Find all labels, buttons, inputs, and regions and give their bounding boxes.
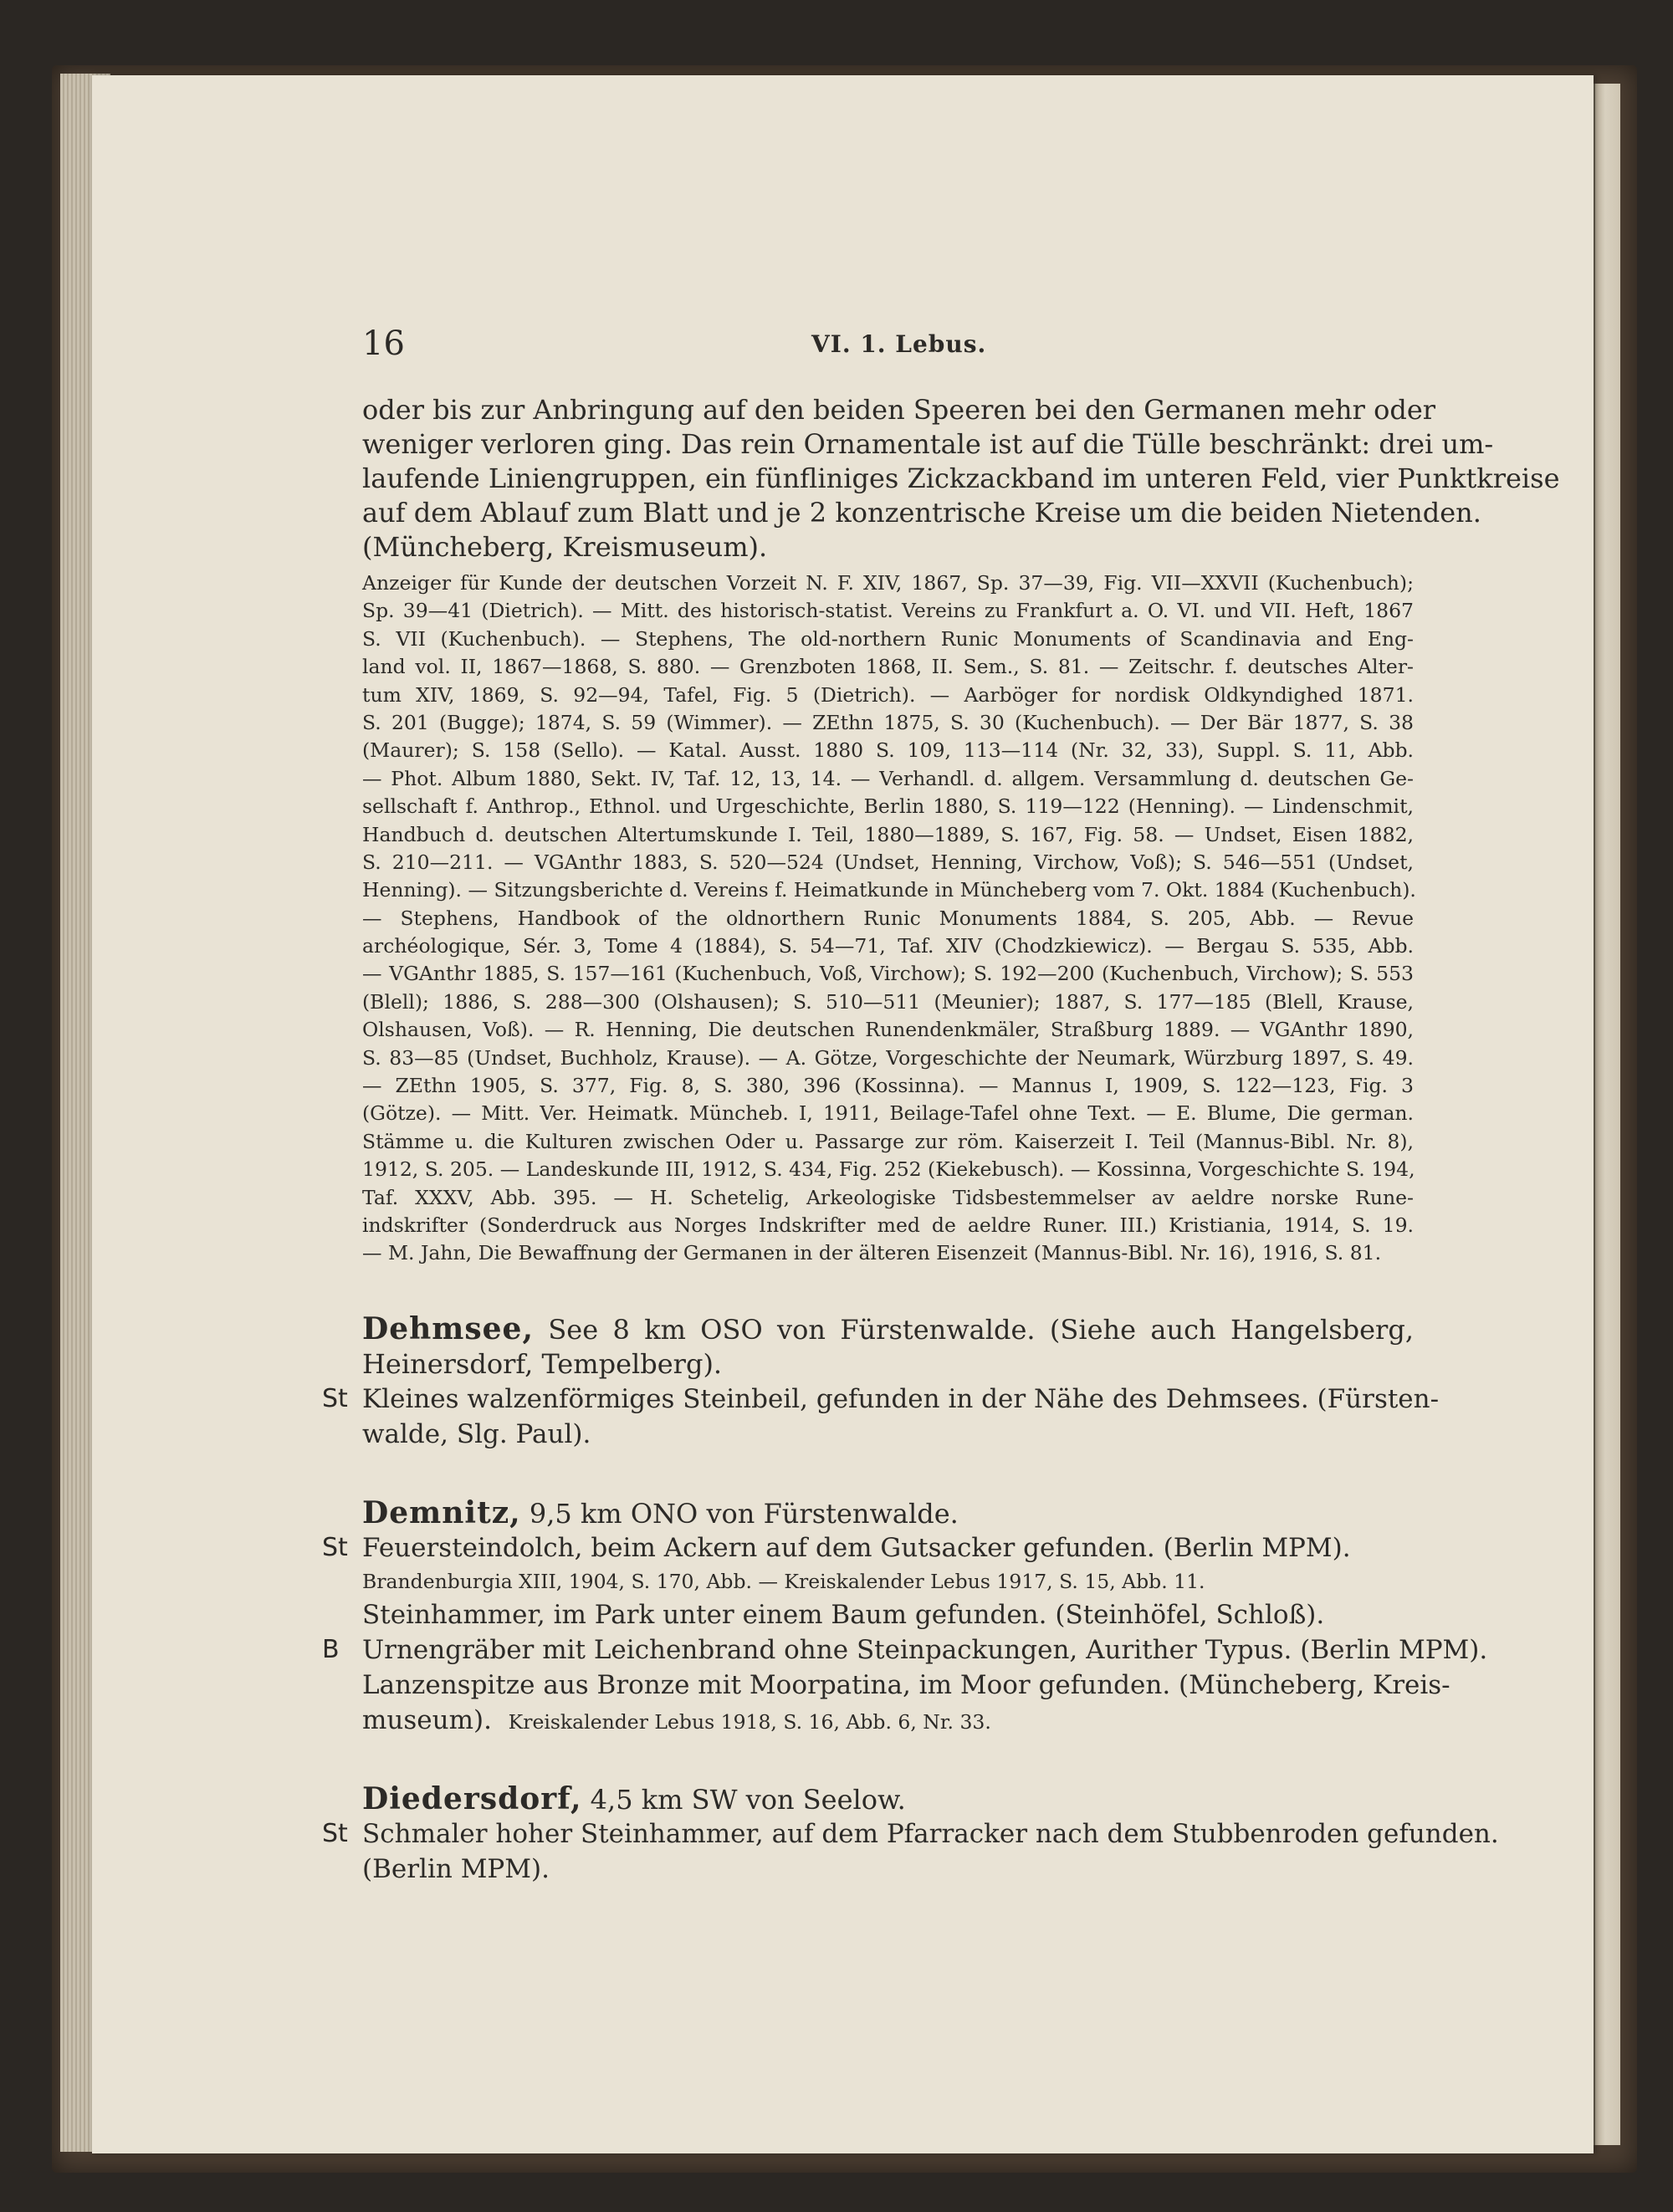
item-line: Steinhammer, im Park unter einem Baum gefunden. (Steinhöfel, Schloß).: [362, 1599, 1325, 1630]
item-reference: Brandenburgia XIII, 1904, S. 170, Abb. — Kreiskalender Lebus 1917, S. 15, Abb. 11.: [362, 1569, 1205, 1593]
reference-line: tum XIV, 1869, S. 92—94, Tafel, Fig. 5 (Dietrich). — Aarböger for nordisk Oldkyndighed 1871.: [362, 682, 1414, 707]
entry-location: See 8 km OSO von Fürstenwalde. (Siehe auch Hangelsberg,: [548, 1313, 1415, 1346]
reference-line: — Phot. Album 1880, Sekt. IV, Taf. 12, 13, 14. — Verhandl. d. allgem. Versammlung d. deutschen Ge-: [362, 766, 1414, 790]
period-marker: St: [322, 1383, 348, 1413]
reference-line: 1912, S. 205. — Landeskunde III, 1912, S. 434, Fig. 252 (Kiekebusch). — Kossinna, Vorgeschichte S. 194,: [362, 1157, 1415, 1182]
reference-line: S. VII (Kuchenbuch). — Stephens, The old-northern Runic Monuments of Scandinavia and Eng-: [362, 626, 1414, 651]
intro-paragraph: [362, 393, 1560, 564]
entry-heading-continued: Heinersdorf, Tempelberg).: [362, 1347, 723, 1380]
place-name: Dehmsee,: [362, 1310, 534, 1346]
body-line: weniger verloren ging. Das rein Ornamentale ist auf die Tülle beschränkt: drei um-: [362, 428, 1494, 460]
item-line-text: museum).: [362, 1704, 492, 1735]
place-name: Diedersdorf,: [362, 1780, 582, 1816]
reference-line: archéologique, Sér. 3, Tome 4 (1884), S. 54—71, Taf. XIV (Chodzkiewicz). — Bergau S. 535, Abb.: [362, 934, 1414, 958]
references-block: [362, 570, 1414, 1268]
body-line: laufende Liniengruppen, ein fünfliniges Zickzackband im unteren Feld, vier Punktkreise: [362, 462, 1560, 494]
reference-line: Taf. XXXV, Abb. 395. — H. Schetelig, Arkeologiske Tidsbestemmelser av aeldre norske Rune-: [362, 1185, 1414, 1209]
entry-location: 4,5 km SW von Seelow.: [590, 1783, 906, 1816]
reference-line: S. 83—85 (Undset, Buchholz, Krause). — A. Götze, Vorgeschichte der Neumark, Würzburg 1897, S. 49.: [362, 1045, 1414, 1070]
item-line: Kleines walzenförmiges Steinbeil, gefunden in der Nähe des Dehmsees. (Fürsten-: [362, 1383, 1440, 1414]
reference-line: sellschaft f. Anthrop., Ethnol. und Urgeschichte, Berlin 1880, S. 119—122 (Henning). — Lindenschmit,: [362, 794, 1414, 819]
entry-heading: [362, 1311, 1414, 1346]
entry-heading: [362, 1495, 1414, 1530]
body-line: oder bis zur Anbringung auf den beiden Speeren bei den Germanen mehr oder: [362, 394, 1436, 426]
entry-heading: [362, 1781, 1414, 1816]
reference-line: — ZEthn 1905, S. 377, Fig. 8, S. 380, 396 (Kossinna). — Mannus I, 1909, S. 122—123, Fig. 3: [362, 1074, 1414, 1098]
entry-diedersdorf: [322, 1780, 1499, 1887]
find-item: [322, 1530, 1414, 1597]
item-line: (Berlin MPM).: [362, 1853, 550, 1884]
find-item: [362, 1597, 1414, 1632]
reference-line: (Götze). — Mitt. Ver. Heimatk. Müncheb. I, 1911, Beilage-Tafel ohne Text. — E. Blume, Die german.: [362, 1101, 1414, 1126]
body-line: auf dem Ablauf zum Blatt und je 2 konzentrische Kreise um die beiden Nietenden.: [362, 497, 1481, 529]
item-line: Lanzenspitze aus Bronze mit Moorpatina, im Moor gefunden. (Müncheberg, Kreis-: [362, 1669, 1450, 1700]
reference-line: S. 201 (Bugge); 1874, S. 59 (Wimmer). — ZEthn 1875, S. 30 (Kuchenbuch). — Der Bär 1877, S. 38: [362, 710, 1414, 734]
reference-line: Olshausen, Voß). — R. Henning, Die deutschen Runendenkmäler, Straßburg 1889. — VGAnthr 1890,: [362, 1018, 1414, 1042]
reference-line: (Maurer); S. 158 (Sello). — Katal. Ausst. 1880 S. 109, 113—114 (Nr. 32, 33), Suppl. S. 11, Abb.: [362, 738, 1414, 763]
reference-line: land vol. II, 1867—1868, S. 880. — Grenzboten 1868, II. Sem., S. 81. — Zeitschr. f. deutsches Alter-: [362, 655, 1414, 679]
entry-dehmsee: [322, 1310, 1440, 1452]
find-item: [322, 1382, 1440, 1452]
reference-line: — Stephens, Handbook of the oldnorthern Runic Monuments 1884, S. 205, Abb. — Revue: [362, 906, 1414, 930]
reference-line: S. 210—211. — VGAnthr 1883, S. 520—524 (Undset, Henning, Virchow, Voß); S. 546—551 (Undset,: [362, 850, 1414, 874]
item-reference: Kreiskalender Lebus 1918, S. 16, Abb. 6, Nr. 33.: [508, 1709, 991, 1734]
reference-line: Henning). — Sitzungsberichte d. Vereins f. Heimatkunde in Müncheberg vom 7. Okt. 1884 (Kuchenbuch).: [362, 878, 1416, 902]
next-page-edge: [1594, 84, 1620, 2145]
period-marker: St: [322, 1532, 348, 1562]
entry-location: 9,5 km ONO von Fürstenwalde.: [529, 1497, 959, 1530]
item-line: Feuersteindolch, beim Ackern auf dem Gutsacker gefunden. (Berlin MPM).: [362, 1532, 1351, 1563]
running-head: VI. 1. Lebus.: [811, 330, 987, 358]
entry-demnitz: [322, 1494, 1488, 1738]
item-line: Schmaler hoher Steinhammer, auf dem Pfarracker nach dem Stubbenroden gefunden.: [362, 1818, 1499, 1849]
place-name: Demnitz,: [362, 1494, 521, 1530]
item-line: walde, Slg. Paul).: [362, 1418, 591, 1449]
find-item: [322, 1632, 1488, 1668]
text-block: [322, 393, 1560, 1887]
item-line: Urnengräber mit Leichenbrand ohne Steinpackungen, Aurither Typus. (Berlin MPM).: [362, 1634, 1488, 1665]
reference-line: indskrifter (Sonderdruck aus Norges Indskrifter med de aeldre Runer. III.) Kristiania, 1914, S. 19.: [362, 1213, 1414, 1237]
reference-line: (Blell); 1886, S. 288—300 (Olshausen); S. 510—511 (Meunier); 1887, S. 177—185 (Blell, Krause,: [362, 989, 1414, 1014]
reference-line: Sp. 39—41 (Dietrich). — Mitt. des historisch-statist. Vereins zu Frankfurt a. O. VI. und VII. Heft, 1867: [362, 599, 1414, 623]
reference-line: Anzeiger für Kunde der deutschen Vorzeit N. F. XIV, 1867, Sp. 37—39, Fig. VII—XXVII (Kuchenbuch);: [362, 571, 1414, 595]
reference-line: Stämme u. die Kulturen zwischen Oder u. Passarge zur röm. Kaiserzeit I. Teil (Mannus-Bibl. Nr. 8),: [362, 1129, 1414, 1153]
find-item: [322, 1816, 1499, 1887]
find-item: [362, 1668, 1450, 1738]
reference-line: — M. Jahn, Die Bewaffnung der Germanen in der älteren Eisenzeit (Mannus-Bibl. Nr. 16), 1916, S. 81.: [362, 1241, 1382, 1265]
reference-line: — VGAnthr 1885, S. 157—161 (Kuchenbuch, Voß, Virchow); S. 192—200 (Kuchenbuch, Virchow); S. 553: [362, 962, 1414, 986]
page-number: 16: [362, 324, 405, 363]
body-line: (Müncheberg, Kreismuseum).: [362, 531, 768, 563]
reference-line: Handbuch d. deutschen Altertumskunde I. Teil, 1880—1889, S. 167, Fig. 58. — Undset, Eisen 1882,: [362, 822, 1414, 846]
period-marker: B: [322, 1634, 340, 1664]
period-marker: St: [322, 1818, 348, 1848]
item-line: [362, 1703, 1414, 1738]
